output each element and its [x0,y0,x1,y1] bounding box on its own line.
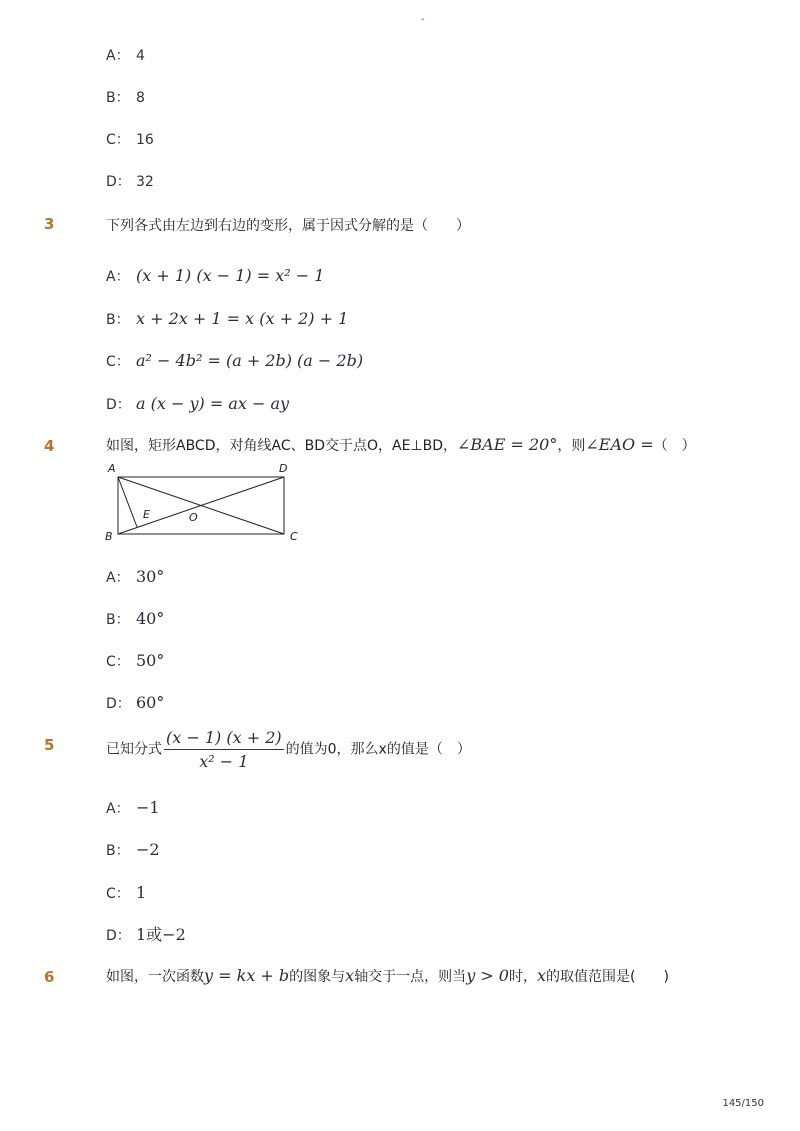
q3-option-d[interactable] [106,393,289,415]
option-label: B： [106,90,130,106]
q2-option-b[interactable] [106,87,145,109]
option-value: 32 [136,174,154,190]
q5-fraction [164,728,284,771]
option-label: A： [106,801,130,817]
option-label: C： [106,132,130,148]
q6-text-2: 的图象与 [289,969,346,985]
option-label: C： [106,354,130,370]
option-label: D： [106,696,131,712]
q5-text-pre: 已知分式 [106,741,162,758]
rectangle-figure [100,458,310,548]
option-label: B： [106,843,130,859]
option-label: B： [106,312,130,328]
q6-math-function: y = kx + b [204,966,290,985]
q2-option-d[interactable] [106,171,154,193]
option-math: 30° [136,567,165,586]
question-number-3: 3 [44,215,55,233]
q5-option-c[interactable] [106,882,146,904]
q4-option-c[interactable] [106,650,164,672]
q3-option-c[interactable] [106,350,363,372]
option-math: 40° [136,609,165,628]
option-math: a (x − y) = ax − ay [136,394,290,413]
q5-text-post: 的值为0，那么x的值是（ ） [285,741,471,758]
option-label: D： [106,174,131,190]
page-number: 145/150 [722,1098,764,1109]
option-label: A： [106,48,130,64]
top-mark: - [421,14,425,25]
question-text-5 [106,728,471,771]
q4-math-angle-bae: ∠BAE = 20° [457,435,558,454]
option-label: C： [106,654,130,670]
q4-text-post: （ ） [653,438,696,454]
option-label: D： [106,928,131,944]
option-math: 1 [136,883,147,902]
q5-option-b[interactable] [106,839,160,861]
option-label: A： [106,269,130,285]
q6-text-5: 的取值范围是( ) [546,969,669,985]
q6-math-x2: x [536,966,547,985]
q2-option-c[interactable] [106,129,154,151]
q4-text-mid: ，则 [557,438,586,454]
option-label: A： [106,570,130,586]
option-math: a² − 4b² = (a + 2b) (a − 2b) [136,351,364,370]
question-number-5: 5 [44,736,55,754]
option-value: 4 [136,48,145,64]
fraction-numerator: (x − 1) (x + 2) [164,728,284,750]
q4-option-b[interactable] [106,608,164,630]
option-math: 60° [136,693,165,712]
option-math: 1或−2 [136,925,186,944]
question-text-6 [106,966,669,986]
segment-ae [118,477,137,527]
q6-text-3: 轴交于一点，则当 [354,969,467,985]
q6-math-condition: y > 0 [466,966,509,985]
q4-option-a[interactable] [106,566,164,588]
fraction-denominator: x² − 1 [199,752,249,771]
q2-option-a[interactable] [106,45,145,67]
option-math: −2 [136,840,160,859]
question-number-6: 6 [44,968,55,986]
q3-option-b[interactable] [106,308,348,330]
option-label: D： [106,397,131,413]
label-o: O [189,511,198,524]
question-number-4: 4 [44,437,55,455]
option-math: (x + 1) (x − 1) = x² − 1 [136,266,325,285]
q6-text-4: 时， [508,969,537,985]
option-math: −1 [136,798,160,817]
option-label: C： [106,886,130,902]
option-math: x + 2x + 1 = x (x + 2) + 1 [136,309,349,328]
option-value: 8 [136,90,145,106]
q4-option-d[interactable] [106,692,164,714]
q4-text-pre: 如图，矩形ABCD，对角线AC、BD交于点O，AE⊥BD， [106,438,458,454]
q6-math-x: x [345,966,355,985]
q6-text-1: 如图，一次函数 [106,969,204,985]
option-math: 50° [136,651,165,670]
question-text-4 [106,435,696,455]
option-label: B： [106,612,130,628]
label-a: A [108,462,116,475]
label-b: B [105,530,113,543]
q3-option-a[interactable] [106,265,324,287]
option-value: 16 [136,132,154,148]
label-e: E [143,508,150,521]
label-c: C [290,530,298,543]
q4-math-angle-eao: ∠EAO = [585,435,654,454]
label-d: D [279,462,288,475]
q5-option-d[interactable] [106,924,186,946]
q5-option-a[interactable] [106,797,160,819]
question-text-3: 下列各式由左边到右边的变形，属于因式分解的是（ ） [106,218,470,234]
